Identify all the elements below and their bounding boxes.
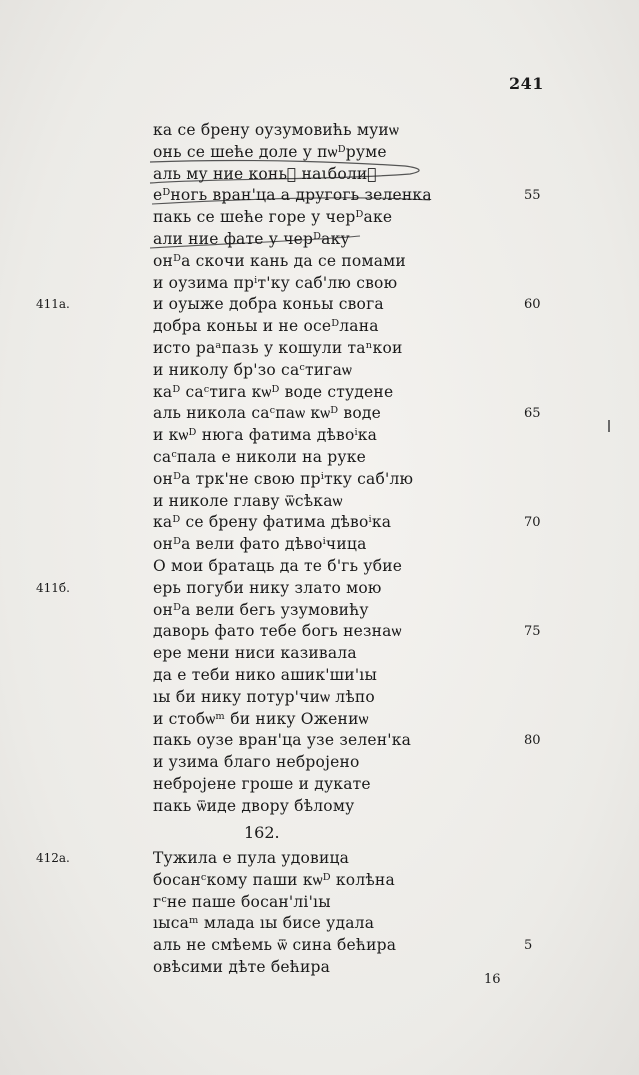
verse-line: даворь фато тебе богь незнаѡ	[153, 622, 402, 641]
verse-number: 80	[524, 733, 541, 749]
verse-line: саᶜпала е николи на руке	[153, 448, 366, 466]
verse-line: каᴰ саᶜтига кѡᴰ воде студене	[153, 382, 394, 401]
verse-line: онь се шеће доле у пѡᴰруме	[153, 142, 387, 161]
verse-number: 5	[524, 938, 533, 954]
verse-number: 60	[524, 297, 541, 313]
verse-line: небројене гроше и дукате	[153, 775, 371, 793]
verse-line: и оузима прⁱт'ку саб'лю свою	[153, 273, 398, 292]
verse-line: аль му ние коньⷯ наꙇболиⷯ	[153, 164, 377, 183]
page-number: 241	[509, 74, 544, 93]
verse-line: и николе главу ѿсѣкаѡ	[153, 491, 343, 510]
verse-line: аль никола саᶜпаѡ кѡᴰ воде	[153, 404, 381, 423]
verse-line: ıы би нику потур'чиѡ лѣпо	[153, 687, 375, 706]
margin-mark	[608, 420, 610, 432]
poem-number-heading: 162.	[244, 823, 280, 842]
manuscript-reference: 411а.	[36, 297, 70, 312]
verse-line: онᴰа скочи кань да се помами	[153, 251, 406, 270]
verse-number: 55	[524, 188, 541, 204]
verse-number: 65	[524, 406, 541, 422]
manuscript-reference: 411б.	[36, 580, 70, 595]
verse-line: аль не смѣемь ѿ сина бећира	[153, 936, 397, 955]
verse-line: онᴰа вели бегь узумовићу	[153, 600, 369, 619]
verse-line: ка се брену оузумовићь муиѡ	[153, 121, 399, 139]
manuscript-reference: 412а.	[36, 851, 70, 865]
verse-line: добра коньы и не осеᴰлана	[153, 317, 379, 336]
verse-line: и узима благо небројено	[153, 753, 360, 772]
verse-line: и стобѡᵐ би нику Ожениѡ	[153, 709, 369, 728]
verse-line: да е теби нико ашик'ши'ıы	[153, 666, 377, 684]
verse-line: Тужила е пула удовица	[153, 849, 350, 867]
verse-line: али ние фате у черᴰаку	[153, 230, 350, 248]
verse-line: О мои братаць да те б'гь убие	[153, 557, 403, 575]
verse-number: 70	[524, 515, 541, 531]
verse-line: и кѡᴰ нюга фатима дѣвоⁱка	[153, 426, 378, 445]
verse-number: 75	[524, 624, 541, 640]
verse-line: и николу бр'зо саᶜтигаѡ	[153, 360, 353, 379]
verse-line: ерь погуби нику злато мою	[153, 578, 382, 597]
verse-line: онᴰа вели фато дѣвоⁱчица	[153, 535, 367, 554]
verse-line: овѣсими дѣте бећира	[153, 958, 331, 976]
verse-line: пакь ѿиде двору бѣлому	[153, 796, 355, 815]
verse-line: пакь се шеће горе у черᴰаке	[153, 208, 393, 227]
verse-line: пакь оузе вран'ца узе зелен'ка	[153, 731, 412, 750]
verse-line: гᶜне паше босан'лі'ıы	[153, 892, 331, 911]
verse-line: босанᶜкому паши кѡᴰ колѣна	[153, 870, 395, 889]
verse-line: еᴰногь вран'ца а другогь зеленка	[153, 186, 432, 205]
verse-line: исто раᵃпазь у кошули таⁿкои	[153, 339, 403, 357]
verse-line: онᴰа трк'не свою прⁱтку саб'лю	[153, 469, 414, 488]
verse-line: каᴰ се брену фатима дѣвоⁱка	[153, 513, 392, 532]
verse-line: ере мени ниси казивала	[153, 644, 357, 663]
signature-mark: 16	[484, 972, 501, 987]
verse-line: ıысаᵐ млада ıы бисе удала	[153, 914, 375, 933]
verse-line: и оуыже добра коньы свога	[153, 295, 384, 314]
